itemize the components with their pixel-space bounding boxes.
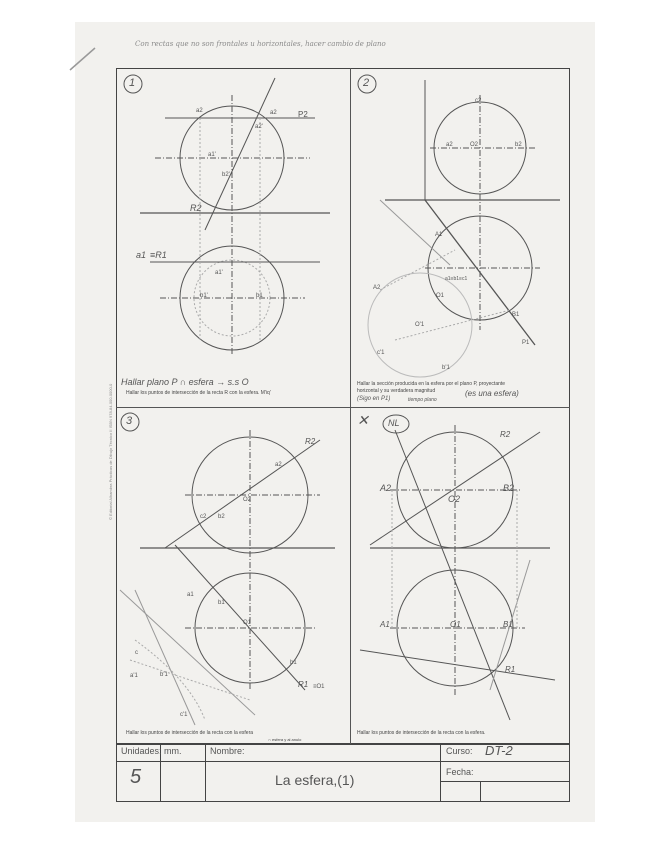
- label: O2: [470, 142, 479, 148]
- label: P2: [298, 110, 308, 119]
- label: c2: [475, 98, 482, 104]
- label: O2: [243, 497, 252, 503]
- p2-instruction-line1: Hallar la sección producida en la esfera por el plano P, proyectante: [357, 381, 506, 387]
- label: c2: [200, 514, 207, 520]
- label: B1: [503, 620, 513, 629]
- p2-handwritten-sphere: (es una esfera): [465, 389, 519, 398]
- label: A2: [373, 285, 381, 291]
- label: a'1: [130, 673, 138, 679]
- label: c'1: [377, 350, 385, 356]
- label: a1: [187, 592, 194, 598]
- handwritten-note: Con rectas que no son frontales u horizontales, hacer cambio de plano: [135, 40, 386, 48]
- label: b'1: [442, 365, 450, 371]
- label: b2': [222, 172, 230, 178]
- p1-instruction: Hallar los puntos de intersección de la recta R con la esfera. M'iq': [126, 390, 271, 396]
- label: b1: [256, 293, 263, 299]
- p1-handwritten: Hallar plano P ∩ esfera → s.s O: [121, 377, 249, 387]
- label: A2: [380, 483, 392, 493]
- label: b1: [218, 600, 225, 606]
- label: c'1: [180, 712, 188, 718]
- label: A1: [435, 232, 443, 238]
- label: O2: [448, 494, 461, 504]
- side-copyright: © Editorial Alhambra Prácticas de Dibujo Técnico II ISBN 978-84-000-0000-0: [108, 383, 113, 520]
- p2-handwritten-plane: (Sigo en P1): [357, 396, 391, 402]
- label: c: [135, 650, 138, 656]
- label: B2: [503, 483, 515, 493]
- p3-number: 3: [126, 415, 133, 427]
- label: a2: [275, 462, 282, 468]
- label: P1: [522, 340, 530, 346]
- label: R1: [505, 665, 516, 674]
- label: b1: [290, 660, 297, 666]
- name-label: Nombre:: [210, 746, 245, 756]
- p4-instruction: Hallar los puntos de intersección de la recta con la esfera.: [357, 730, 486, 736]
- label: a1': [215, 270, 223, 276]
- p1-number: 1: [129, 77, 136, 89]
- course-label: Curso:: [446, 746, 473, 756]
- label: a1': [208, 152, 216, 158]
- units-label: Unidades: mm.: [121, 746, 182, 756]
- label: R2: [190, 203, 202, 213]
- p3-handwritten: ∩ esfera y al anulo: [268, 737, 302, 742]
- sheet-number: 5: [130, 766, 142, 788]
- label: A1: [380, 620, 390, 629]
- label: B1: [512, 312, 520, 318]
- p2-instruction-line2: horizontal y su verdadera magnitud: [357, 388, 436, 394]
- date-label: Fecha:: [446, 767, 474, 777]
- label: O1: [450, 620, 461, 629]
- label: R2: [500, 430, 511, 439]
- label: O1: [243, 620, 252, 626]
- p2-handwritten-note: tiempo plano: [408, 397, 437, 403]
- label: a2: [196, 108, 203, 114]
- label: a2: [446, 142, 453, 148]
- label: b2: [218, 514, 225, 520]
- label: a2': [255, 124, 263, 130]
- label: R2: [305, 437, 316, 446]
- p4-mark: ✕: [357, 412, 369, 428]
- label: O1: [436, 293, 445, 299]
- label: a2: [270, 110, 277, 116]
- label: a1≡b1≡c1: [445, 276, 468, 282]
- sheet-title: La esfera,(1): [275, 772, 355, 788]
- p3-instruction: Hallar los puntos de intersección de la recta con la esfera: [126, 730, 254, 736]
- label: b2: [515, 142, 522, 148]
- p4-tag: NL: [388, 418, 400, 428]
- label: ≡O1: [313, 684, 325, 690]
- label: a1: [136, 250, 147, 260]
- label: b1': [200, 293, 208, 299]
- label: R1: [298, 680, 309, 689]
- label: O'1: [415, 322, 425, 328]
- label: b'1: [160, 672, 168, 678]
- course-value: DT-2: [485, 743, 513, 758]
- p2-number: 2: [363, 77, 370, 89]
- label: ≡R1: [150, 250, 167, 260]
